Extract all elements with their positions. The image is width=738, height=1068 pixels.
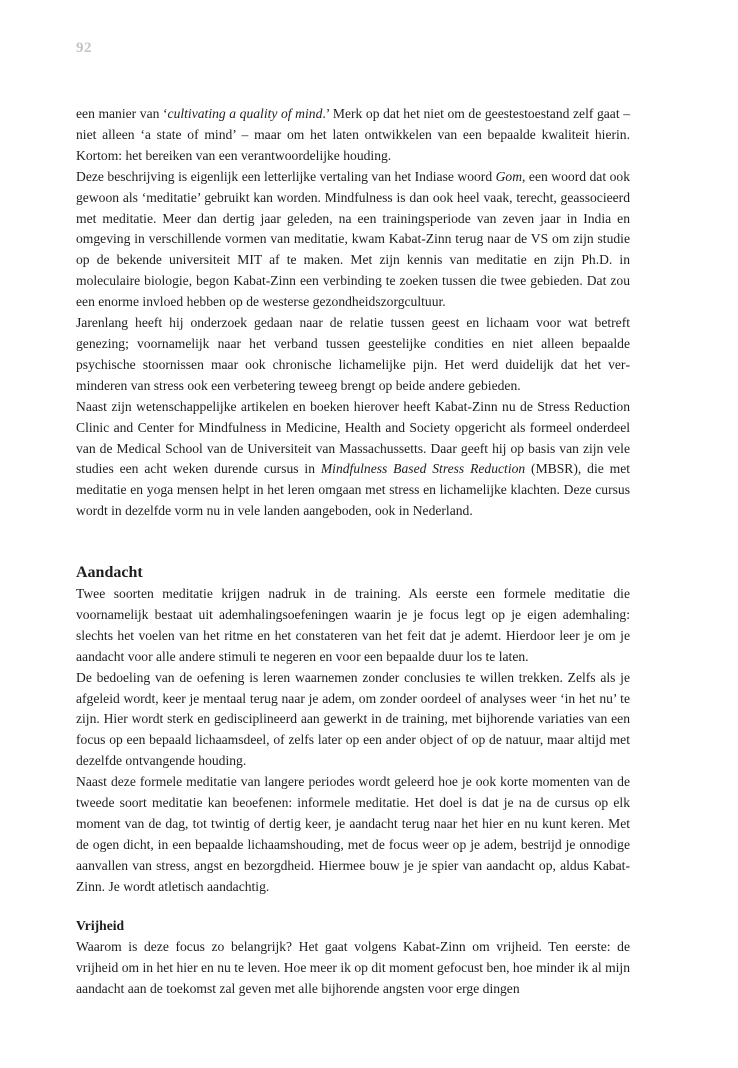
section-heading-aandacht: Aandacht [76,564,143,581]
subsection-heading-vrijheid: Vrijheid [76,918,125,933]
aandacht-paragraph-2: De bedoeling van de oefening is leren waarnemen zonder conclusies te willen trekken. Zelfs als je afgeleid wordt, keer je mentaal terug naar je adem, om zonder oordeel of analyses weer ‘in het nu’ te zijn. Hier wordt sterk en gedisciplineerd aan gewerkt in de training, met bijhorende variaties van een focus op een bepaald lichaamsdeel, of zelfs later op een ander object of op de natuur, maar altijd met dezelfde ontvangende houding. [76,669,630,769]
emphasis-mbsr: Mindfulness Based Stress Reduction [320,461,526,477]
intro-paragraph-3: Jarenlang heeft hij onderzoek gedaan naar de relatie tussen geest en lichaam voor wat betreft genezing; voornamelijk naar het verband tussen geestelijke condities en niet alleen bepaalde psychische stoornissen maar ook chronische lichamelijke pijn. Het werd duidelijk dat het verminderen van stress ook een verbetering teweeg brengt op beide andere gebieden. [76,315,630,393]
intro-paragraph-1: een manier van ‘cultivating a quality of mind.’ Merk op dat het niet om de geestestoestand zelf gaat – niet alleen ‘a state of mind’ – maar om het laten ontwikkelen van een bepaalde kwaliteit hierin. Kortom: het bereiken van een verantwoordelijke houding. [76,106,630,163]
emphasis-gom: Gom [495,168,523,184]
aandacht-paragraph-3: Naast deze formele meditatie van langere periodes wordt geleerd hoe je ook korte momenten van de tweede soort meditatie kan beoefenen: informele meditatie. Het doel is dat je na de cursus op elk moment van de dag, tot twintig of dertig keer, je aandacht terug naar het hier en nu kunt keren. Met de ogen dicht, in een bepaalde lichaamshouding, met de focus weer op je adem, bestrijd je onnodige aanvallen van stress, angst en bezorgdheid. Hiermee bouw je je spier van aandacht op, aldus Kabat-Zinn. Je wordt atletisch aandachtig. [76,774,630,894]
vrijheid-section [76,916,630,1000]
emphasis-cultivating: cultivating a quality of mind [167,106,323,121]
intro-section [76,104,630,522]
vrijheid-paragraph-1: Waarom is deze focus zo belangrijk? Het gaat volgens Kabat-Zinn om vrijheid. Ten eerste: de vrijheid om in het hier en nu te leven. Hoe meer ik op dit moment gefocust ben, hoe minder ik al mijn aandacht aan de toekomst zal geven met alle bijhorende angsten voor erge dingen [76,938,630,996]
intro-paragraph-2: Deze beschrijving is eigenlijk een letterlijke vertaling van het Indiase woord Gom, een woord dat ook gewoon als ‘meditatie’ gebruikt kan worden. Mindfulness is dan ook heel vaak, terecht, geassocieerd met meditatie. Meer dan dertig jaar geleden, na een trainingsperiode van zeven jaar in India en omgeving in verschillende vormen van meditatie, kwam Kabat-Zinn terug naar de VS om zijn studie op de bekende universiteit MIT af te maken. Met zijn kennis van meditatie en zijn Ph.D. in moleculaire biologie, begon Kabat-Zinn een verbinding te zoeken tussen die twee gebieden. Dat zou een enorme invloed hebben op de westerse gezondheidszorgcultuur. [76,168,630,310]
aandacht-paragraph-1: Twee soorten meditatie krijgen nadruk in de training. Als eerste een formele meditatie die voornamelijk bestaat uit ademhalingsoefeningen waarin je je focus legt op je eigen ademhaling: slechts het voelen van het ritme en het constateren van het feit dat je ademt. Hierdoor leer je om je aandacht voor alle andere stimuli te negeren en voor een bepaalde duur los te laten. [76,586,630,664]
page-number: 92 [76,40,92,56]
intro-paragraph-4: Naast zijn wetenschappelijke artikelen en boeken hierover heeft Kabat-Zinn nu de Stress Reduction Clinic and Center for Mindfulness in Medicine, Health and Society opgericht als formeel onderdeel van de Medical School van de Universiteit van Massachussetts. Daar geeft hij op basis van zijn vele studies een acht weken durende cursus in Mindfulness Based Stress Reduction (MBSR), die met meditatie en yoga mensen helpt in het leren omgaan met stress en lichamelijke klachten. Deze cursus wordt in dezelfde vorm nu in vele landen aangeboden, ook in Nederland. [76,398,631,519]
aandacht-section [76,562,630,898]
